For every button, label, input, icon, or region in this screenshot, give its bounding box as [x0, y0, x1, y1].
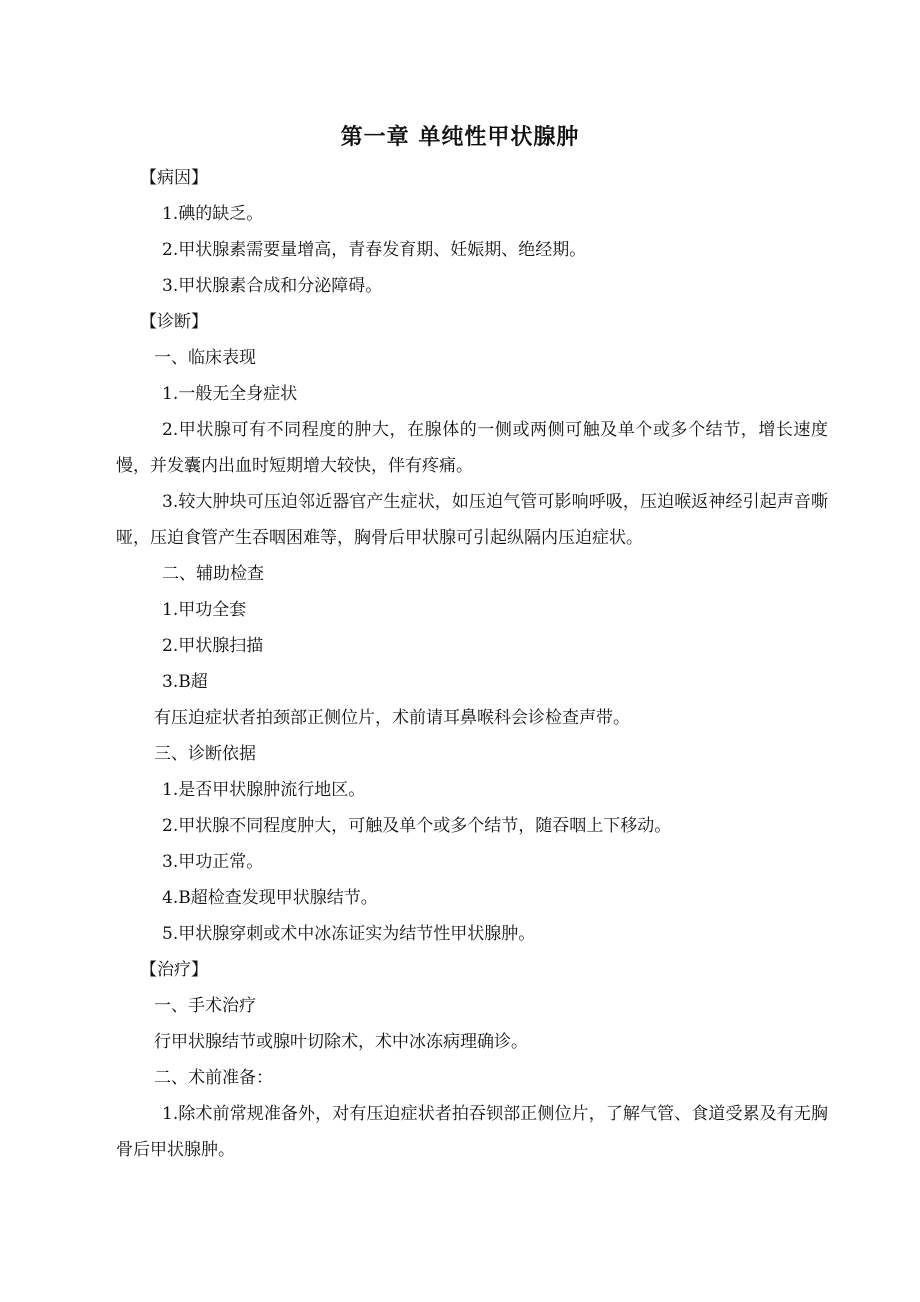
section-heading-treatment: 【治疗】: [140, 960, 208, 980]
etiology-item: 2.甲状腺素需要量增高，青春发育期、妊娠期、绝经期。: [162, 240, 587, 260]
subsection-heading-clinical: 一、临床表现: [154, 348, 256, 368]
auxiliary-item: 3.B超: [162, 672, 208, 692]
preop-item: 1.除术前常规准备外，对有压迫症状者拍吞钡部正侧位片，了解气管、食道受累及有无胸骨后甲状腺肿。: [116, 1104, 828, 1160]
basis-item: 3.甲功正常。: [162, 852, 264, 872]
section-heading-etiology: 【病因】: [140, 168, 208, 188]
etiology-item: 3.甲状腺素合成和分泌障碍。: [162, 276, 383, 296]
etiology-item: 1.碘的缺乏。: [162, 204, 264, 224]
basis-item: 1.是否甲状腺肿流行地区。: [162, 780, 366, 800]
auxiliary-item: 2.甲状腺扫描: [162, 636, 264, 656]
clinical-item: 3.较大肿块可压迫邻近器官产生症状，如压迫气管可影响呼吸，压迫喉返神经引起声音嘶哑，压迫食管产生吞咽困难等，胸骨后甲状腺可引起纵隔内压迫症状。: [116, 492, 828, 548]
basis-item: 2.甲状腺不同程度肿大，可触及单个或多个结节，随吞咽上下移动。: [162, 816, 672, 836]
subsection-heading-basis: 三、诊断依据: [154, 744, 256, 764]
auxiliary-item: 1.甲功全套: [162, 600, 247, 620]
document-body: [116, 160, 828, 1168]
subsection-heading-auxiliary: 二、辅助检查: [162, 564, 264, 584]
clinical-item: 1.一般无全身症状: [162, 384, 298, 404]
subsection-heading-surgery: 一、手术治疗: [154, 996, 256, 1016]
subsection-heading-preop: 二、术前准备：: [154, 1068, 273, 1088]
surgery-text: 行甲状腺结节或腺叶切除术，术中冰冻病理确诊。: [154, 1032, 528, 1052]
basis-item: 4.B超检查发现甲状腺结节。: [162, 888, 378, 908]
section-heading-diagnosis: 【诊断】: [140, 312, 208, 332]
basis-item: 5.甲状腺穿刺或术中冰冻证实为结节性甲状腺肿。: [162, 924, 536, 944]
auxiliary-note: 有压迫症状者拍颈部正侧位片，术前请耳鼻喉科会诊检查声带。: [154, 708, 630, 728]
chapter-title: 第一章 单纯性甲状腺肿: [340, 125, 580, 150]
clinical-item: 2.甲状腺可有不同程度的肿大，在腺体的一侧或两侧可触及单个或多个结节，增长速度慢，并发囊内出血时短期增大较快，伴有疼痛。: [116, 420, 828, 476]
